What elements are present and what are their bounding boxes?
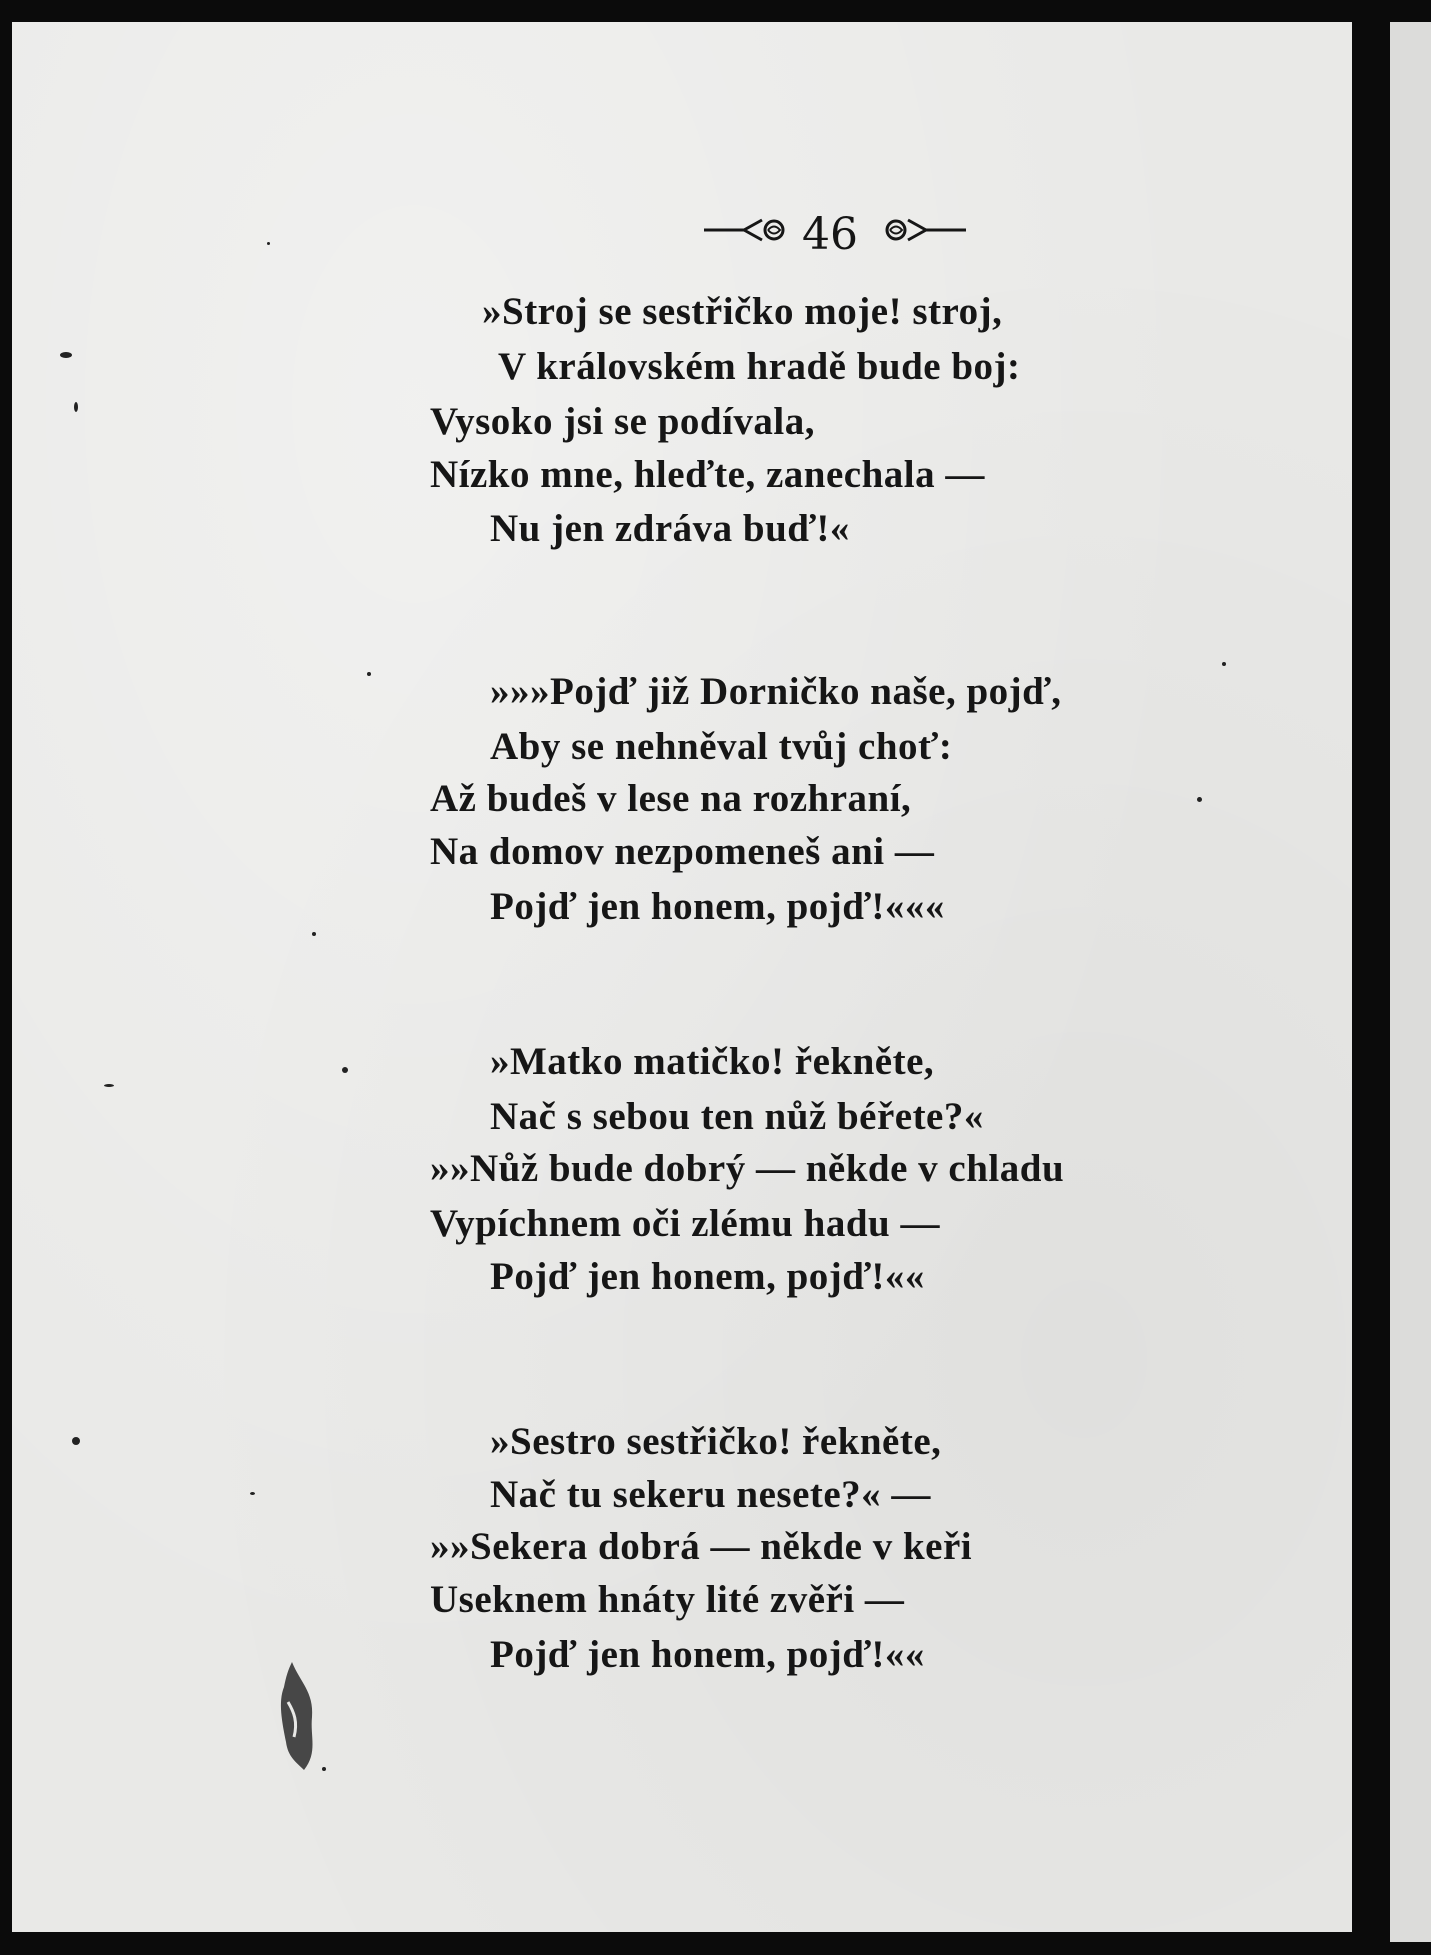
poem-line: »Sestro sestřičko! řekněte, — [490, 1420, 942, 1463]
scan-speck — [250, 1492, 255, 1495]
page-number: 46 — [802, 209, 858, 260]
poem-line: Nízko mne, hleďte, zanechala — — [430, 453, 985, 496]
scan-speck — [60, 352, 72, 358]
poem-line: Nač tu sekeru nesete?« — — [490, 1473, 931, 1516]
poem-line: Pojď jen honem, pojď!«« — [490, 1633, 925, 1676]
poem-line: Nu jen zdráva buď!« — [490, 507, 850, 550]
poem-line: Aby se nehněval tvůj choť: — [490, 725, 953, 768]
poem-line: »»Sekera dobrá — někde v keři — [430, 1525, 973, 1568]
poem-line: Na domov nezpomeneš ani — — [430, 830, 935, 873]
poem-line: Vysoko jsi se podívala, — [430, 400, 815, 443]
scan-speck — [342, 1067, 348, 1073]
poem-line: »»Nůž bude dobrý — někde v chladu — [430, 1147, 1065, 1190]
scan-speck — [1222, 662, 1226, 666]
scan-speck — [104, 1084, 114, 1087]
poem-line: Nač s sebou ten nůž béřete?« — [490, 1095, 984, 1138]
scan-speck — [1197, 797, 1202, 802]
scan-speck — [367, 672, 371, 676]
poem-line: Useknem hnáty lité zvěři — — [430, 1578, 905, 1621]
scan-speck — [72, 1437, 80, 1445]
poem-line: Vypíchnem oči zlému hadu — — [430, 1202, 940, 1245]
poem-line: Až budeš v lese na rozhraní, — [430, 777, 912, 820]
poem — [12, 22, 1352, 1932]
scan-speck — [267, 242, 270, 245]
poem-line: »»»Pojď již Dorničko naše, pojď, — [490, 670, 1062, 713]
facing-page-edge — [1390, 22, 1431, 1942]
book-gutter — [1352, 0, 1390, 1955]
poem-line: Pojď jen honem, pojď!««« — [490, 885, 945, 928]
poem-line: Pojď jen honem, pojď!«« — [490, 1255, 925, 1298]
poem-line: »Matko matičko! řekněte, — [490, 1040, 935, 1083]
book-page — [12, 22, 1352, 1932]
scan-speck — [74, 402, 78, 412]
scan-speck — [312, 932, 316, 936]
ink-blot — [274, 1662, 324, 1772]
poem-line: V královském hradě bude boj: — [498, 345, 1021, 388]
poem-line: »Stroj se sestřičko moje! stroj, — [482, 290, 1003, 333]
